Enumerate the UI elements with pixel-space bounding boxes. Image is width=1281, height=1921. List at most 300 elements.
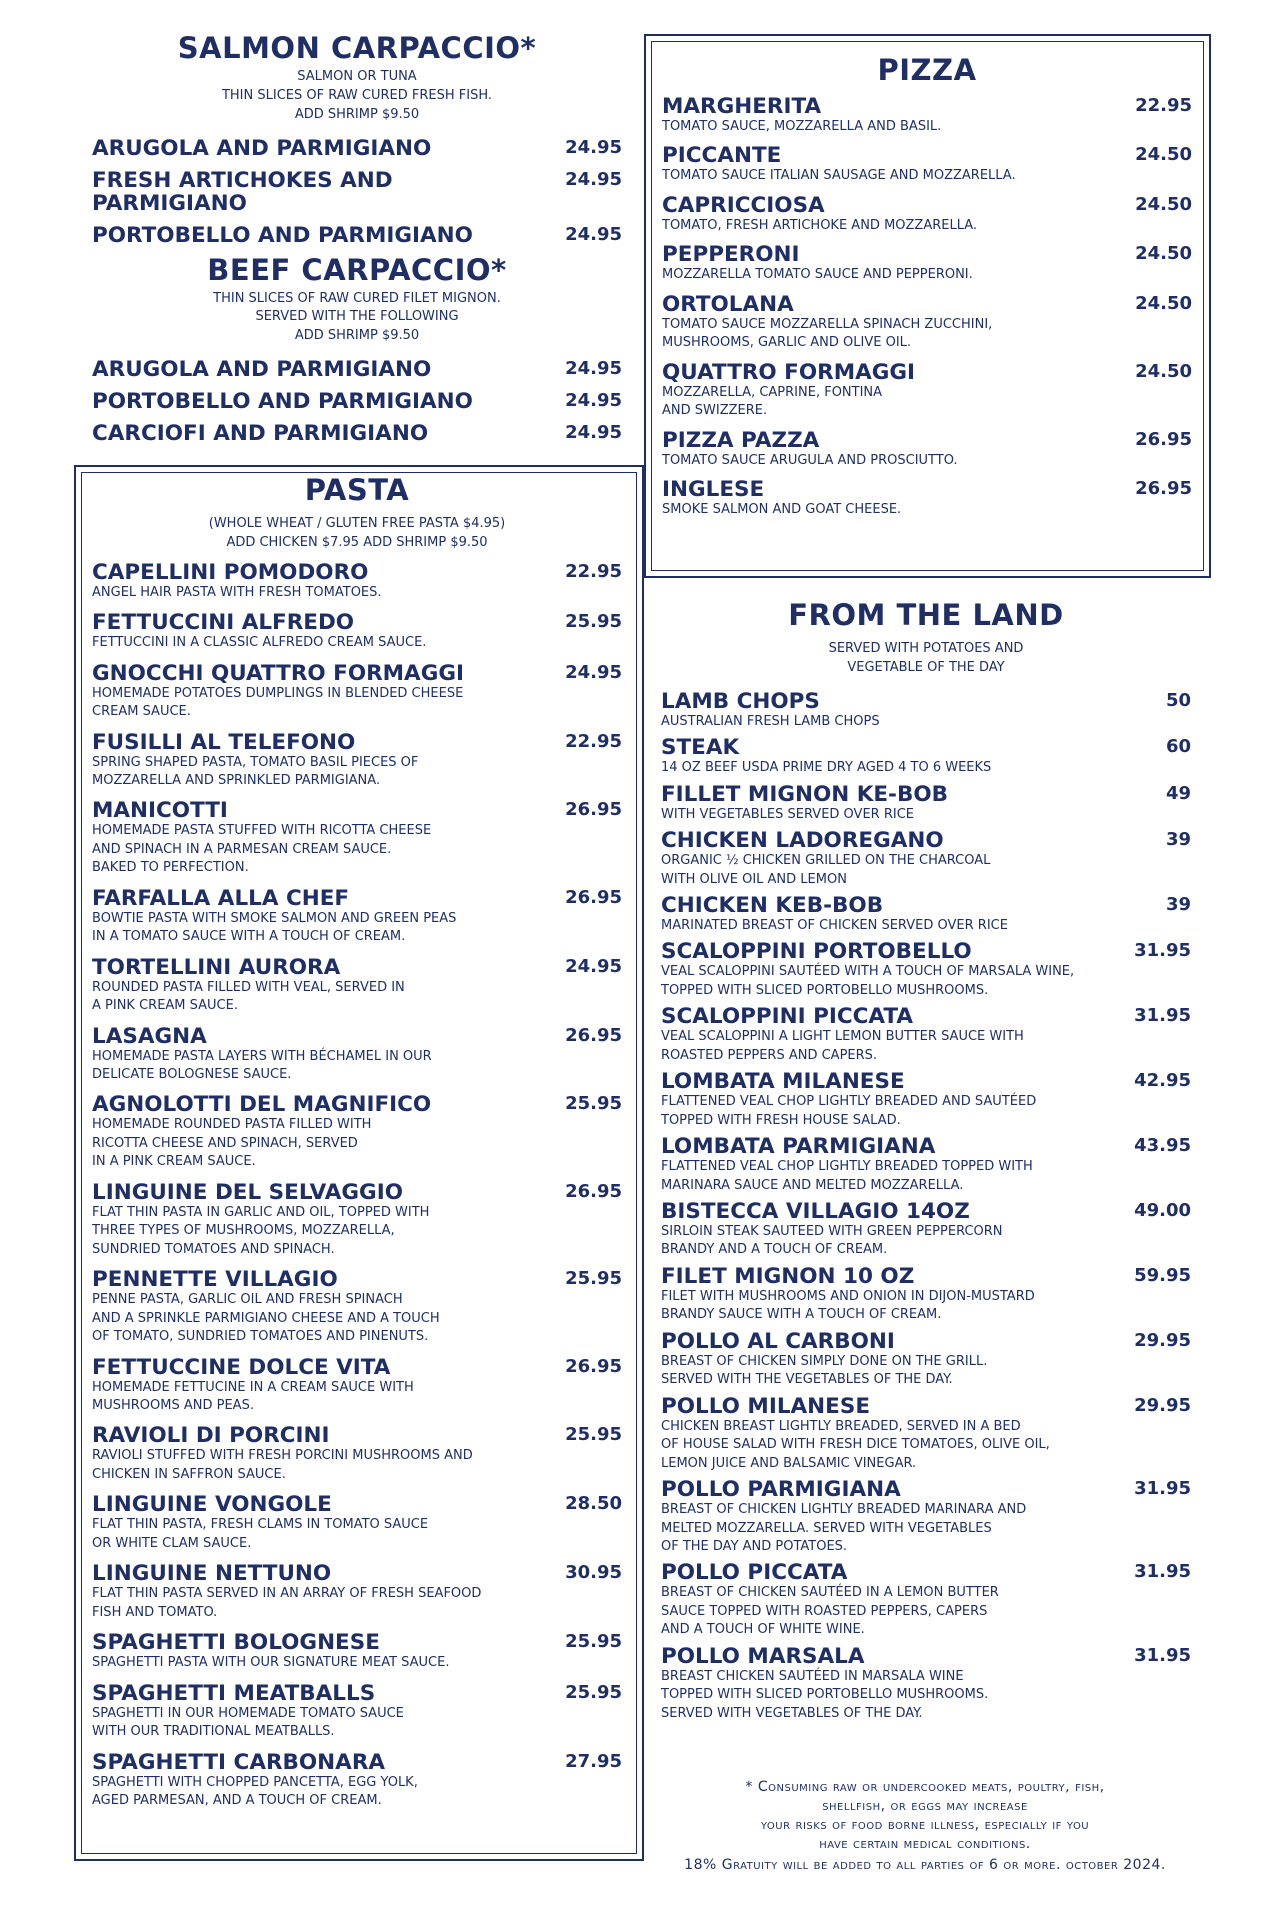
footnote-line: shellfish, or eggs may increase bbox=[822, 1797, 1028, 1814]
menu-item-filet-mignon-10-oz bbox=[661, 1265, 1191, 1325]
subtitle-line: SERVED WITH POTATOES AND bbox=[828, 641, 1024, 656]
menu-item-row bbox=[661, 783, 1191, 806]
item-name: LINGUINE VONGOLE bbox=[92, 1492, 332, 1518]
item-description: MUSHROOMS, GARLIC AND OLIVE OIL. bbox=[662, 335, 912, 351]
item-description: FLAT THIN PASTA, FRESH CLAMS IN TOMATO SAUCE bbox=[92, 1517, 429, 1533]
pasta-title: PASTA bbox=[304, 473, 410, 507]
item-description: VEAL SCALOPPINI A LIGHT LEMON BUTTER SAUCE WITH bbox=[661, 1029, 1024, 1045]
item-name: FETTUCCINI ALFREDO bbox=[92, 610, 355, 636]
item-name: PEPPERONI bbox=[662, 242, 800, 268]
item-description: AUSTRALIAN FRESH LAMB CHOPS bbox=[661, 713, 880, 729]
item-price: 24.50 bbox=[1135, 243, 1192, 265]
menu-item-fusilli-al-telefono bbox=[92, 731, 622, 791]
item-description: HOMEMADE PASTA STUFFED WITH RICOTTA CHEESE bbox=[92, 823, 432, 839]
item-description: AND SPINACH IN A PARMESAN CREAM SAUCE. bbox=[92, 841, 392, 857]
item-name: AGNOLOTTI DEL MAGNIFICO bbox=[92, 1092, 432, 1118]
menu-item-row bbox=[661, 1645, 1191, 1668]
menu-item-quattro-formaggi bbox=[662, 361, 1192, 421]
item-description: AND A SPRINKLE PARMIGIANO CHEESE AND A TOUCH bbox=[92, 1310, 440, 1326]
item-name: FETTUCCINE DOLCE VITA bbox=[92, 1354, 391, 1380]
item-name: CHICKEN KEB-BOB bbox=[661, 892, 884, 918]
footnote-line: your risks of food borne illness, especially if you bbox=[760, 1816, 1090, 1833]
item-price: 22.95 bbox=[565, 730, 622, 752]
salmon-carpaccio-section bbox=[92, 31, 622, 454]
subtitle-line: THIN SLICES OF RAW CURED FILET MIGNON. bbox=[213, 290, 501, 306]
menu-item-row bbox=[661, 894, 1191, 917]
item-price: 39 bbox=[1165, 829, 1191, 851]
menu-item-carciofi-and-parmigiano bbox=[92, 422, 622, 445]
subtitle-line: ADD SHRIMP $9.50 bbox=[294, 328, 420, 344]
item-description: BAKED TO PERFECTION. bbox=[92, 860, 249, 876]
menu-item-row bbox=[92, 1631, 622, 1654]
menu-item-row bbox=[661, 1265, 1191, 1288]
item-name: QUATTRO FORMAGGI bbox=[662, 359, 916, 385]
item-name: ARUGOLA AND PARMIGIANO bbox=[92, 135, 432, 161]
item-description: A PINK CREAM SAUCE. bbox=[92, 998, 238, 1014]
menu-item-pizza-pazza bbox=[662, 429, 1192, 470]
item-price: 24.95 bbox=[565, 390, 622, 412]
item-name: PORTOBELLO AND PARMIGIANO bbox=[92, 389, 473, 415]
menu-item-row bbox=[662, 194, 1192, 217]
item-price: 31.95 bbox=[1134, 1561, 1191, 1583]
item-description: TOMATO SAUCE MOZZARELLA SPINACH ZUCCHINI, bbox=[662, 316, 993, 332]
menu-item-row bbox=[92, 662, 622, 685]
menu-item-arugola-and-parmigiano bbox=[92, 137, 622, 160]
item-name: ARUGOLA AND PARMIGIANO bbox=[92, 357, 432, 383]
item-description: IN A PINK CREAM SAUCE. bbox=[92, 1154, 256, 1170]
item-name: FRESH ARTICHOKES AND PARMIGIANO bbox=[92, 167, 393, 216]
item-description: BREAST OF CHICKEN SIMPLY DONE ON THE GRILL. bbox=[661, 1353, 988, 1369]
item-description: TOMATO SAUCE ARUGULA AND PROSCIUTTO. bbox=[662, 452, 958, 468]
item-price: 60 bbox=[1165, 736, 1191, 758]
item-description: HOMEMADE FETTUCINE IN A CREAM SAUCE WITH bbox=[92, 1379, 414, 1395]
item-description: CHICKEN BREAST LIGHTLY BREADED, SERVED IN A BED bbox=[661, 1418, 1021, 1434]
item-description: TOMATO, FRESH ARTICHOKE AND MOZZARELLA. bbox=[662, 217, 978, 233]
menu-item-portobello-and-parmigiano bbox=[92, 224, 622, 247]
menu-item-piccante bbox=[662, 144, 1192, 185]
menu-item-row bbox=[92, 390, 622, 413]
menu-item-row bbox=[92, 887, 622, 910]
menu-item-pollo-marsala bbox=[661, 1645, 1191, 1723]
item-description: FLAT THIN PASTA IN GARLIC AND OIL, TOPPED WITH bbox=[92, 1204, 430, 1220]
item-name: RAVIOLI DI PORCINI bbox=[92, 1423, 330, 1449]
item-description: 14 OZ BEEF USDA PRIME DRY AGED 4 TO 6 WEEKS bbox=[661, 760, 992, 776]
item-name: FUSILLI AL TELEFONO bbox=[92, 729, 356, 755]
item-description: AND SWIZZERE. bbox=[662, 403, 768, 419]
menu-item-fettuccine-dolce-vita bbox=[92, 1356, 622, 1416]
item-description: FLATTENED VEAL CHOP LIGHTLY BREADED AND SAUTÉED bbox=[661, 1094, 1037, 1110]
item-name: BISTECCA VILLAGIO 14OZ bbox=[661, 1199, 970, 1225]
beef-carpaccio-items bbox=[92, 358, 622, 445]
menu-item-row bbox=[92, 561, 622, 584]
salmon-carpaccio-title: SALMON CARPACCIO* bbox=[177, 31, 537, 65]
subtitle-line: VEGETABLE OF THE DAY bbox=[847, 659, 1005, 675]
item-name: PIZZA PAZZA bbox=[662, 427, 820, 453]
item-name: LINGUINE DEL SELVAGGIO bbox=[92, 1179, 403, 1205]
item-price: 24.50 bbox=[1135, 292, 1192, 314]
menu-item-scaloppini-piccata bbox=[661, 1005, 1191, 1065]
footnote-line: have certain medical conditions. bbox=[819, 1835, 1031, 1852]
item-name: POLLO AL CARBONI bbox=[661, 1328, 895, 1354]
item-description: AGED PARMESAN, AND A TOUCH OF CREAM. bbox=[92, 1793, 382, 1808]
item-description: ROUNDED PASTA FILLED WITH VEAL, SERVED IN bbox=[92, 979, 405, 995]
item-price: 29.95 bbox=[1134, 1394, 1191, 1416]
menu-item-linguine-nettuno bbox=[92, 1562, 622, 1622]
item-price: 25.95 bbox=[565, 1424, 622, 1446]
item-name: MARGHERITA bbox=[662, 94, 822, 119]
item-description: FLAT THIN PASTA SERVED IN AN ARRAY OF FRESH SEAFOOD bbox=[92, 1586, 482, 1602]
item-description: OF THE DAY AND POTATOES. bbox=[661, 1539, 848, 1555]
item-name: CHICKEN LADOREGANO bbox=[661, 828, 944, 854]
item-price: 25.95 bbox=[565, 611, 622, 633]
item-description: BREAST OF CHICKEN LIGHTLY BREADED MARINARA AND bbox=[661, 1502, 1027, 1518]
item-description: IN A TOMATO SAUCE WITH A TOUCH OF CREAM. bbox=[92, 929, 406, 945]
item-description: OF TOMATO, SUNDRIED TOMATOES AND PINENUTS. bbox=[92, 1329, 429, 1345]
item-description: SPAGHETTI WITH CHOPPED PANCETTA, EGG YOLK, bbox=[92, 1774, 418, 1790]
menu-item-row bbox=[92, 1562, 622, 1585]
item-description: BREAST CHICKEN SAUTÉED IN MARSALA WINE bbox=[661, 1668, 964, 1684]
land-items bbox=[661, 690, 1191, 1724]
item-price: 25.95 bbox=[565, 1681, 622, 1703]
menu-item-row bbox=[661, 1561, 1191, 1584]
menu-item-inglese bbox=[662, 478, 1192, 519]
item-name: POLLO PARMIGIANA bbox=[661, 1477, 901, 1503]
item-description: CHICKEN IN SAFFRON SAUCE. bbox=[92, 1466, 286, 1482]
menu-item-margherita bbox=[662, 95, 1192, 136]
item-description: BREAST OF CHICKEN SAUTÉED IN A LEMON BUTTER bbox=[661, 1585, 999, 1601]
menu-item-row bbox=[662, 144, 1192, 167]
item-price: 26.95 bbox=[565, 1355, 622, 1377]
item-price: 29.95 bbox=[1134, 1329, 1191, 1351]
item-price: 26.95 bbox=[565, 886, 622, 908]
item-name: PENNETTE VILLAGIO bbox=[92, 1267, 338, 1293]
item-description: ROASTED PEPPERS AND CAPERS. bbox=[661, 1047, 878, 1063]
item-description: HOMEMADE PASTA LAYERS WITH BÉCHAMEL IN OUR bbox=[92, 1048, 432, 1064]
menu-item-row bbox=[92, 422, 622, 445]
item-price: 39 bbox=[1165, 893, 1191, 915]
item-description: TOPPED WITH SLICED PORTOBELLO MUSHROOMS. bbox=[661, 1687, 989, 1703]
menu-item-portobello-and-parmigiano bbox=[92, 390, 622, 413]
food-safety-notice bbox=[640, 1778, 1210, 1854]
item-name: INGLESE bbox=[662, 477, 765, 503]
item-name: FARFALLA ALLA CHEF bbox=[92, 885, 350, 911]
menu-item-pennette-villagio bbox=[92, 1268, 622, 1346]
menu-item-row bbox=[92, 137, 622, 160]
item-name: LASAGNA bbox=[92, 1023, 207, 1049]
item-name: SCALOPPINI PORTOBELLO bbox=[661, 939, 972, 965]
item-description: CREAM SAUCE. bbox=[92, 704, 191, 720]
item-description: BOWTIE PASTA WITH SMOKE SALMON AND GREEN PEAS bbox=[92, 910, 457, 926]
item-description: SPAGHETTI IN OUR HOMEMADE TOMATO SAUCE bbox=[92, 1705, 404, 1721]
menu-item-capellini-pomodoro bbox=[92, 561, 622, 602]
item-price: 24.50 bbox=[1135, 360, 1192, 382]
footnote-line: * Consuming raw or undercooked meats, poultry, fish, bbox=[745, 1779, 1105, 1795]
item-description: FILET WITH MUSHROOMS AND ONION IN DIJON-MUSTARD bbox=[661, 1288, 1035, 1304]
item-description: MOZZARELLA, CAPRINE, FONTINA bbox=[662, 384, 883, 400]
item-description: OF HOUSE SALAD WITH FRESH DICE TOMATOES, OLIVE OIL, bbox=[661, 1437, 1050, 1453]
item-name: LINGUINE NETTUNO bbox=[92, 1561, 332, 1587]
menu-item-row bbox=[661, 736, 1191, 759]
item-description: MOZZARELLA AND SPRINKLED PARMIGIANA. bbox=[92, 772, 381, 788]
menu-item-lasagna bbox=[92, 1025, 622, 1085]
item-description: RICOTTA CHEESE AND SPINACH, SERVED bbox=[92, 1135, 358, 1151]
item-description: SERVED WITH THE VEGETABLES OF THE DAY. bbox=[661, 1372, 953, 1388]
item-description: SERVED WITH VEGETABLES OF THE DAY. bbox=[661, 1705, 923, 1721]
pizza-items bbox=[662, 95, 1192, 520]
item-price: 24.50 bbox=[1135, 193, 1192, 215]
menu-item-spaghetti-bolognese bbox=[92, 1631, 622, 1672]
item-name: SCALOPPINI PICCATA bbox=[661, 1004, 914, 1030]
item-description: SPAGHETTI PASTA WITH OUR SIGNATURE MEAT SAUCE. bbox=[92, 1655, 450, 1671]
menu-item-row bbox=[661, 1200, 1191, 1223]
item-name: PORTOBELLO AND PARMIGIANO bbox=[92, 222, 473, 248]
item-description: FLATTENED VEAL CHOP LIGHTLY BREADED TOPPED WITH bbox=[661, 1159, 1033, 1175]
item-description: THREE TYPES OF MUSHROOMS, MOZZARELLA, bbox=[92, 1223, 395, 1239]
item-description: LEMON JUICE AND BALSAMIC VINEGAR. bbox=[661, 1455, 917, 1471]
menu-item-spaghetti-carbonara bbox=[92, 1751, 622, 1811]
item-price: 42.95 bbox=[1134, 1070, 1191, 1092]
item-description: TOPPED WITH FRESH HOUSE SALAD. bbox=[661, 1112, 901, 1128]
item-description: TOMATO SAUCE, MOZZARELLA AND BASIL. bbox=[662, 119, 942, 134]
item-price: 24.95 bbox=[565, 223, 622, 245]
menu-item-row bbox=[92, 611, 622, 634]
gratuity-note: 18% Gratuity will be added to all parties of 6 or more. october 2024. bbox=[684, 1857, 1166, 1873]
item-description: SIRLOIN STEAK SAUTEED WITH GREEN PEPPERCORN bbox=[661, 1224, 1003, 1240]
item-price: 49.00 bbox=[1134, 1200, 1191, 1222]
item-name: LAMB CHOPS bbox=[661, 688, 820, 714]
item-price: 26.95 bbox=[565, 1024, 622, 1046]
salmon-carpaccio-items bbox=[92, 137, 622, 247]
item-price: 49 bbox=[1165, 782, 1191, 804]
item-description: SPRING SHAPED PASTA, TOMATO BASIL PIECES OF bbox=[92, 754, 419, 770]
menu-item-linguine-del-selvaggio bbox=[92, 1181, 622, 1259]
item-description: RAVIOLI STUFFED WITH FRESH PORCINI MUSHROOMS AND bbox=[92, 1448, 473, 1464]
menu-item-fresh-artichokes-and-parmigiano bbox=[92, 169, 622, 215]
menu-item-row bbox=[92, 956, 622, 979]
item-price: 50 bbox=[1165, 689, 1191, 711]
menu-item-row bbox=[92, 1181, 622, 1204]
menu-item-row bbox=[662, 95, 1192, 118]
menu-item-row bbox=[92, 1493, 622, 1516]
item-name: LOMBATA PARMIGIANA bbox=[661, 1134, 936, 1160]
menu-item-row bbox=[662, 361, 1192, 384]
item-description: ORGANIC ½ CHICKEN GRILLED ON THE CHARCOAL bbox=[661, 853, 991, 869]
item-description: SMOKE SALMON AND GOAT CHEESE. bbox=[662, 502, 902, 518]
item-description: SUNDRIED TOMATOES AND SPINACH. bbox=[92, 1241, 335, 1257]
item-price: 24.95 bbox=[565, 168, 622, 190]
menu-item-pollo-milanese bbox=[661, 1395, 1191, 1473]
item-description: FISH AND TOMATO. bbox=[92, 1604, 218, 1620]
item-description: SAUCE TOPPED WITH ROASTED PEPPERS, CAPERS bbox=[661, 1603, 988, 1619]
item-description: DELICATE BOLOGNESE SAUCE. bbox=[92, 1067, 292, 1083]
item-price: 24.95 bbox=[565, 955, 622, 977]
menu-item-linguine-vongole bbox=[92, 1493, 622, 1553]
subtitle-line: SALMON OR TUNA bbox=[297, 69, 417, 84]
menu-item-row bbox=[92, 169, 622, 215]
menu-item-chicken-keb-bob bbox=[661, 894, 1191, 935]
menu-item-row bbox=[662, 293, 1192, 316]
item-description: BRANDY AND A TOUCH OF CREAM. bbox=[661, 1242, 888, 1258]
item-price: 31.95 bbox=[1134, 1644, 1191, 1666]
menu-item-row bbox=[661, 690, 1191, 713]
item-price: 31.95 bbox=[1134, 1005, 1191, 1027]
footnote bbox=[640, 1778, 1210, 1854]
item-description: BRANDY SAUCE WITH A TOUCH OF CREAM. bbox=[661, 1307, 942, 1323]
item-description: MARINATED BREAST OF CHICKEN SERVED OVER RICE bbox=[661, 917, 1008, 933]
subtitle-line: SERVED WITH THE FOLLOWING bbox=[255, 309, 459, 325]
item-name: POLLO PICCATA bbox=[661, 1560, 848, 1586]
menu-item-scaloppini-portobello bbox=[661, 940, 1191, 1000]
item-name: CAPRICCIOSA bbox=[662, 192, 825, 218]
menu-item-pollo-al-carboni bbox=[661, 1330, 1191, 1390]
menu-item-row bbox=[92, 1268, 622, 1291]
menu-item-row bbox=[662, 478, 1192, 501]
item-name: POLLO MARSALA bbox=[661, 1643, 865, 1669]
menu-item-gnocchi-quattro-formaggi bbox=[92, 662, 622, 722]
menu-item-row bbox=[92, 1025, 622, 1048]
subtitle-line: (WHOLE WHEAT / GLUTEN FREE PASTA $4.95) bbox=[208, 516, 506, 531]
item-price: 43.95 bbox=[1134, 1135, 1191, 1157]
item-price: 22.95 bbox=[565, 560, 622, 582]
menu-item-arugola-and-parmigiano bbox=[92, 358, 622, 381]
item-price: 22.95 bbox=[1135, 95, 1192, 116]
item-price: 26.95 bbox=[1135, 428, 1192, 450]
item-name: TORTELLINI AURORA bbox=[92, 954, 341, 980]
item-price: 25.95 bbox=[565, 1631, 622, 1653]
subtitle-line: THIN SLICES OF RAW CURED FRESH FISH. bbox=[221, 87, 493, 103]
item-price: 24.95 bbox=[565, 136, 622, 158]
item-name: GNOCCHI QUATTRO FORMAGGI bbox=[92, 660, 464, 686]
item-price: 26.95 bbox=[1135, 478, 1192, 500]
menu-item-tortellini-aurora bbox=[92, 956, 622, 1016]
item-price: 25.95 bbox=[565, 1268, 622, 1290]
menu-item-row bbox=[662, 243, 1192, 266]
menu-item-chicken-ladoregano bbox=[661, 829, 1191, 889]
beef-carpaccio-subtitle bbox=[92, 290, 622, 347]
item-description: ANGEL HAIR PASTA WITH FRESH TOMATOES. bbox=[92, 584, 382, 600]
pasta-section bbox=[92, 473, 622, 1819]
item-price: 31.95 bbox=[1134, 1478, 1191, 1500]
item-price: 30.95 bbox=[565, 1562, 622, 1584]
menu-item-row bbox=[661, 940, 1191, 963]
item-description: MOZZARELLA TOMATO SAUCE AND PEPPERONI. bbox=[662, 267, 973, 283]
item-description: HOMEMADE ROUNDED PASTA FILLED WITH bbox=[92, 1117, 372, 1133]
item-description: MARINARA SAUCE AND MELTED MOZZARELLA. bbox=[661, 1177, 964, 1193]
item-name: ORTOLANA bbox=[662, 291, 794, 317]
menu-item-pollo-piccata bbox=[661, 1561, 1191, 1639]
menu-item-farfalla-alla-chef bbox=[92, 887, 622, 947]
item-name: POLLO MILANESE bbox=[661, 1393, 871, 1419]
item-description: WITH VEGETABLES SERVED OVER RICE bbox=[661, 806, 914, 822]
item-description: MUSHROOMS AND PEAS. bbox=[92, 1398, 254, 1414]
beef-carpaccio-title: BEEF CARPACCIO* bbox=[207, 252, 507, 287]
menu-item-ravioli-di-porcini bbox=[92, 1424, 622, 1484]
menu-item-row bbox=[661, 1005, 1191, 1028]
item-price: 25.95 bbox=[565, 1093, 622, 1115]
item-name: LOMBATA MILANESE bbox=[661, 1069, 905, 1095]
menu-item-row bbox=[92, 358, 622, 381]
item-description: OR WHITE CLAM SAUCE. bbox=[92, 1535, 252, 1551]
menu-item-row bbox=[92, 1751, 622, 1774]
item-description: WITH OLIVE OIL AND LEMON bbox=[661, 871, 847, 887]
menu-item-row bbox=[661, 1478, 1191, 1501]
item-price: 27.95 bbox=[565, 1750, 622, 1772]
menu-item-bistecca-villagio-14oz bbox=[661, 1200, 1191, 1260]
menu-item-row bbox=[92, 1682, 622, 1705]
item-price: 28.50 bbox=[565, 1493, 622, 1515]
item-name: MANICOTTI bbox=[92, 798, 228, 824]
item-name: SPAGHETTI MEATBALLS bbox=[92, 1680, 376, 1706]
menu-item-lombata-parmigiana bbox=[661, 1135, 1191, 1195]
item-price: 24.95 bbox=[565, 358, 622, 380]
land-section bbox=[661, 598, 1191, 1728]
menu-item-agnolotti-del-magnifico bbox=[92, 1093, 622, 1171]
subtitle-line: ADD SHRIMP $9.50 bbox=[294, 106, 420, 122]
menu-item-row bbox=[661, 1330, 1191, 1353]
menu-item-row bbox=[662, 429, 1192, 452]
item-name: CAPELLINI POMODORO bbox=[92, 559, 369, 585]
pasta-subtitle bbox=[92, 515, 622, 553]
menu-item-manicotti bbox=[92, 799, 622, 877]
item-description: WITH OUR TRADITIONAL MEATBALLS. bbox=[92, 1724, 335, 1740]
item-description: TOMATO SAUCE ITALIAN SAUSAGE AND MOZZARELLA. bbox=[662, 168, 1016, 184]
menu-item-row bbox=[661, 1395, 1191, 1418]
subtitle-line: ADD CHICKEN $7.95 ADD SHRIMP $9.50 bbox=[226, 534, 488, 550]
item-price: 59.95 bbox=[1134, 1264, 1191, 1286]
menu-item-ortolana bbox=[662, 293, 1192, 353]
menu-item-row bbox=[661, 1135, 1191, 1158]
land-subtitle bbox=[661, 640, 1191, 678]
item-name: STEAK bbox=[661, 735, 740, 761]
menu-item-row bbox=[92, 1093, 622, 1116]
menu-item-capricciosa bbox=[662, 194, 1192, 235]
item-price: 26.95 bbox=[565, 1180, 622, 1202]
menu-item-lamb-chops bbox=[661, 690, 1191, 731]
item-price: 24.95 bbox=[565, 422, 622, 444]
menu-item-lombata-milanese bbox=[661, 1070, 1191, 1130]
item-price: 24.50 bbox=[1135, 144, 1192, 166]
item-name: PICCANTE bbox=[662, 143, 782, 169]
pizza-title: PIZZA bbox=[877, 53, 977, 87]
menu-item-row bbox=[92, 731, 622, 754]
item-description: VEAL SCALOPPINI SAUTÉED WITH A TOUCH OF MARSALA WINE, bbox=[661, 964, 1075, 980]
menu-item-row bbox=[92, 1424, 622, 1447]
item-description: HOMEMADE POTATOES DUMPLINGS IN BLENDED CHEESE bbox=[92, 685, 464, 701]
pasta-items bbox=[92, 561, 622, 1811]
pizza-section bbox=[662, 53, 1192, 528]
menu-item-spaghetti-meatballs bbox=[92, 1682, 622, 1742]
item-description: AND A TOUCH OF WHITE WINE. bbox=[661, 1622, 865, 1638]
menu-item-row bbox=[661, 829, 1191, 852]
salmon-carpaccio-subtitle bbox=[92, 68, 622, 125]
item-name: CARCIOFI AND PARMIGIANO bbox=[92, 421, 429, 447]
menu-item-pollo-parmigiana bbox=[661, 1478, 1191, 1556]
item-price: 24.95 bbox=[565, 661, 622, 683]
menu-item-fettuccini-alfredo bbox=[92, 611, 622, 652]
menu-item-fillet-mignon-ke-bob bbox=[661, 783, 1191, 824]
menu-item-steak bbox=[661, 736, 1191, 777]
item-description: PENNE PASTA, GARLIC OIL AND FRESH SPINACH bbox=[92, 1292, 403, 1308]
item-name: SPAGHETTI BOLOGNESE bbox=[92, 1630, 380, 1656]
item-name: SPAGHETTI CARBONARA bbox=[92, 1749, 386, 1775]
menu-item-row bbox=[661, 1070, 1191, 1093]
item-description: FETTUCCINI IN A CLASSIC ALFREDO CREAM SAUCE. bbox=[92, 635, 427, 651]
item-name: FILLET MIGNON KE-BOB bbox=[661, 781, 949, 807]
item-name: FILET MIGNON 10 OZ bbox=[661, 1263, 915, 1289]
menu-item-row bbox=[92, 224, 622, 247]
menu-item-row bbox=[92, 1356, 622, 1379]
menu-item-pepperoni bbox=[662, 243, 1192, 284]
